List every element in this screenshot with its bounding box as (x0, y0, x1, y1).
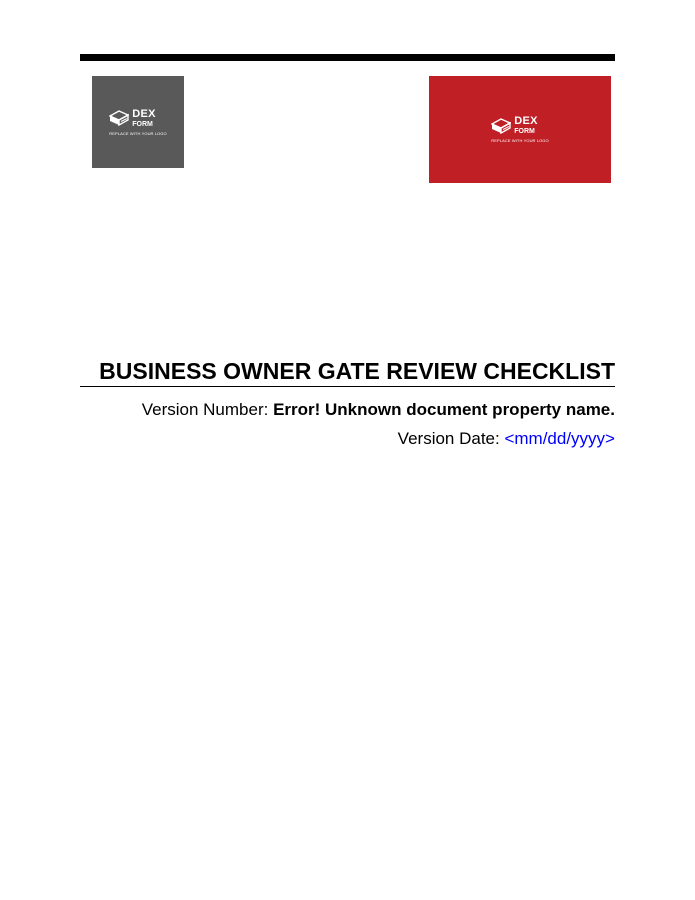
logo-placeholder-right (429, 76, 611, 183)
document-title: BUSINESS OWNER GATE REVIEW CHECKLIST (99, 358, 615, 384)
version-number-line (80, 399, 615, 421)
dexform-logo-icon (491, 118, 511, 134)
version-number-label: Version Number: (141, 400, 274, 419)
logo-placeholder-left (92, 76, 184, 168)
version-number-value: Error! Unknown document property name. (273, 400, 615, 419)
logo-brand-text: DEX (514, 115, 538, 127)
logo-sub-text: FORM (132, 120, 153, 128)
logo-wordmark (514, 116, 538, 135)
logo-row (109, 109, 156, 128)
logo-row (491, 116, 538, 135)
logo-sub-text: FORM (514, 128, 535, 135)
dexform-logo-icon (109, 110, 129, 126)
logo-content (109, 109, 166, 136)
version-date-label: Version Date: (397, 429, 505, 448)
version-date-line (80, 428, 615, 450)
logo-tagline: REPLACE WITH YOUR LOGO (109, 130, 167, 136)
title-underline (80, 386, 615, 387)
logo-brand-text: DEX (132, 107, 156, 120)
logo-wordmark (132, 109, 156, 128)
top-rule (80, 54, 615, 61)
logo-tagline: REPLACE WITH YOUR LOGO (491, 138, 549, 143)
logo-content (491, 116, 548, 143)
version-date-value[interactable]: <mm/dd/yyyy> (504, 429, 615, 448)
